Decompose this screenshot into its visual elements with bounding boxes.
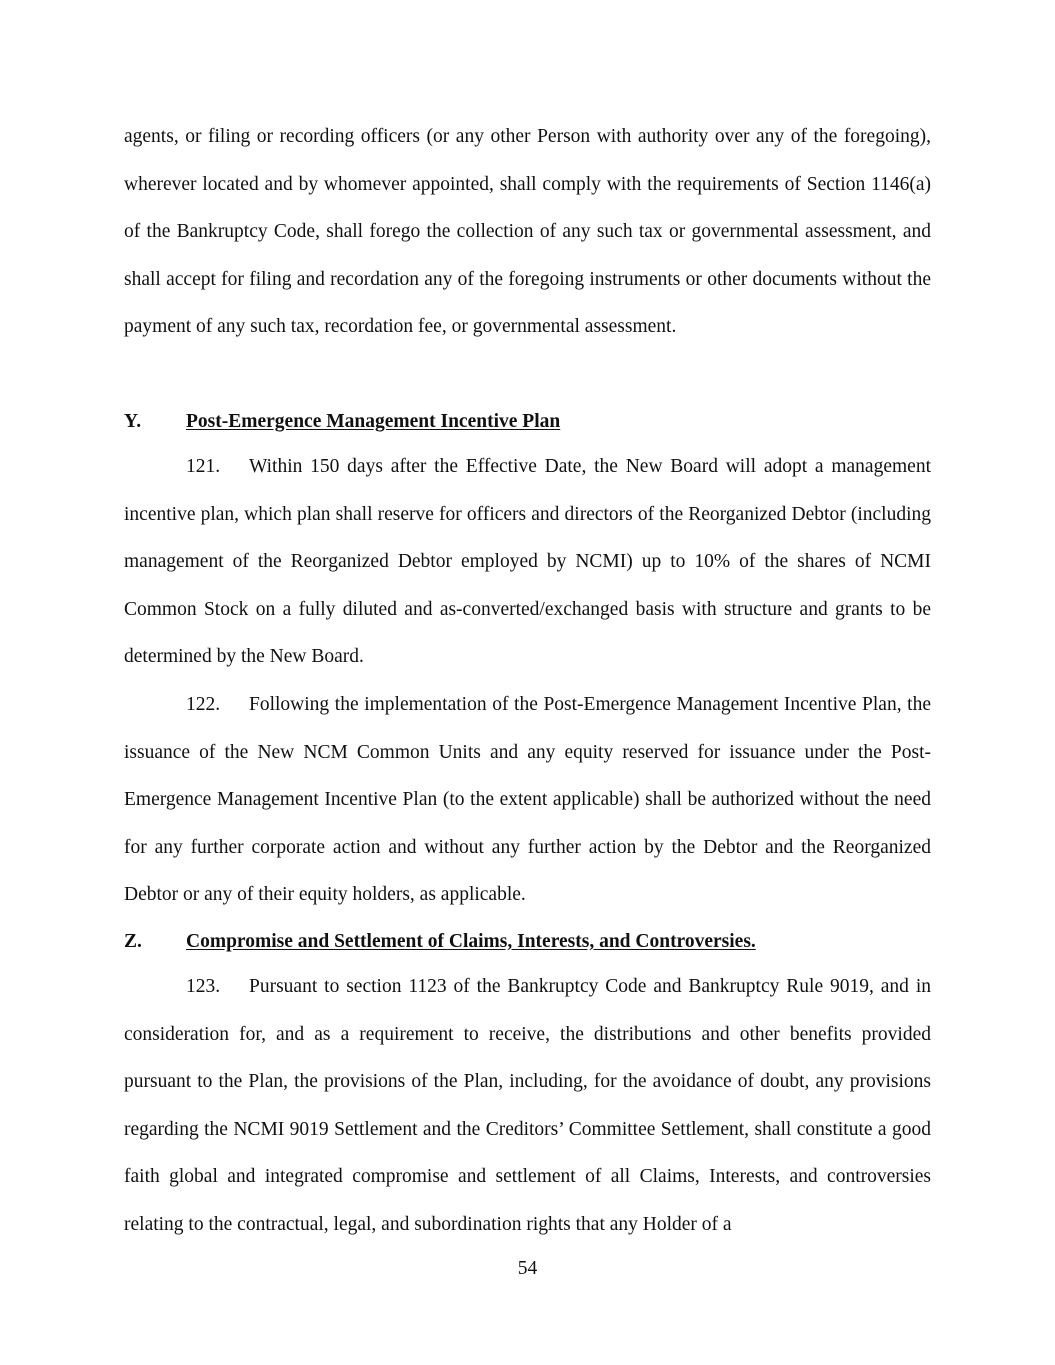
paragraph-122 bbox=[124, 681, 931, 919]
paragraph-121 bbox=[124, 443, 931, 681]
paragraph-text: Within 150 days after the Effective Date, the New Board will adopt a management incentive plan, which plan shall reserve for officers and directors of the Reorganized Debtor (including management of the Reorganized Debtor employed by NCMI) up to 10% of the shares of NCMI Common Stock on a fully diluted and as-converted/exchanged basis with structure and grants to be determined by the New Board. bbox=[124, 456, 931, 667]
intro-paragraph bbox=[124, 113, 931, 351]
paragraph-123 bbox=[124, 963, 931, 1248]
section-letter: Z. bbox=[124, 931, 142, 952]
paragraph-number: 122. bbox=[186, 694, 221, 715]
paragraph-number: 121. bbox=[186, 456, 221, 477]
paragraph-number: 123. bbox=[186, 976, 221, 997]
section-heading-z bbox=[124, 929, 931, 955]
paragraph-text: Pursuant to section 1123 of the Bankruptcy Code and Bankruptcy Rule 9019, and in consideration for, and as a requirement to receive, the distributions and other benefits provided pursuant to the Plan, the provisions of the Plan, including, for the avoidance of doubt, any provisions regarding the NCMI 9019 Settlement and the Creditors’ Committee Settlement, shall constitute a good faith global and integrated compromise and settlement of all Claims, Interests, and controversies relating to the contractual, legal, and subordination rights that any Holder of a bbox=[124, 976, 931, 1235]
section-title: Compromise and Settlement of Claims, Interests, and Controversies. bbox=[186, 931, 756, 952]
paragraph-text: Following the implementation of the Post-Emergence Management Incentive Plan, the issuance of the New NCM Common Units and any equity reserved for issuance under the Post-Emergence Management Incentive Plan (to the extent applicable) shall be authorized without the need for any further corporate action and without any further action by the Debtor and the Reorganized Debtor or any of their equity holders, as applicable. bbox=[124, 694, 931, 905]
section-heading-y bbox=[124, 409, 931, 435]
section-title: Post-Emergence Management Incentive Plan bbox=[186, 411, 561, 432]
page-number: 54 bbox=[517, 1258, 538, 1279]
intro-text: agents, or filing or recording officers (or any other Person with authority over any of the foregoing), wherever located and by whomever appointed, shall comply with the requirements of Section 1146(a) of the Bankruptcy Code, shall forego the collection of any such tax or governmental assessment, and shall accept for filing and recordation any of the foregoing instruments or other documents without the payment of any such tax, recordation fee, or governmental assessment. bbox=[124, 126, 931, 337]
section-letter: Y. bbox=[124, 411, 142, 432]
